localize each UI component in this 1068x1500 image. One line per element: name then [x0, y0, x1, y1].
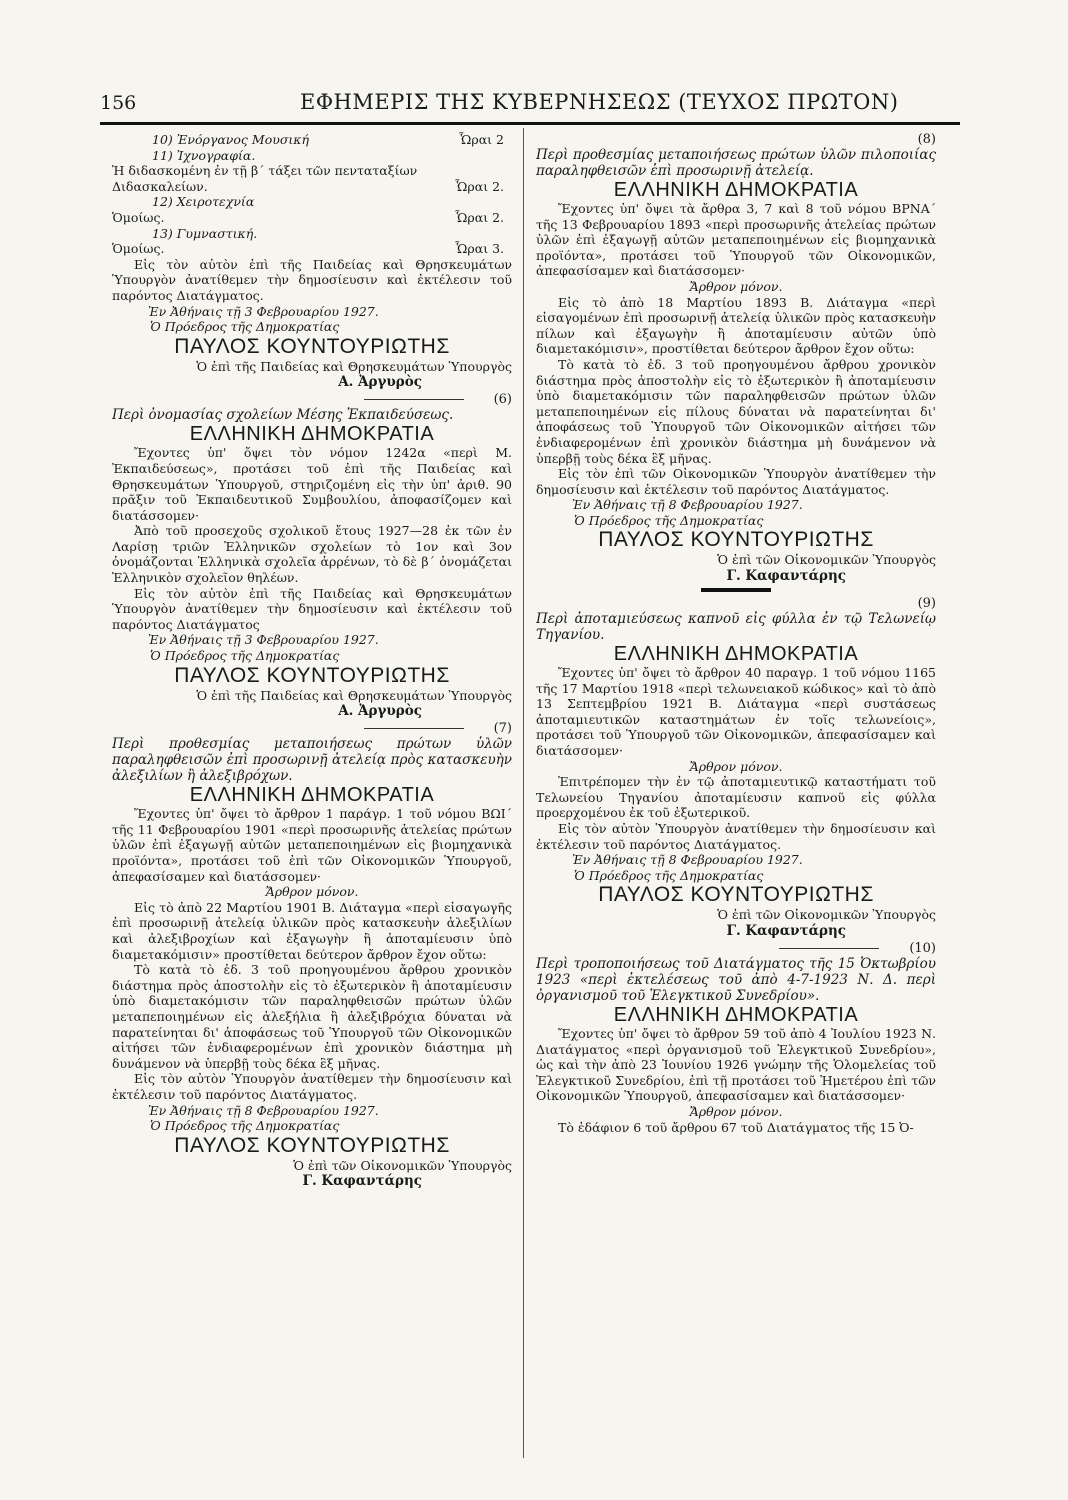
minister-title: Ὁ ἐπὶ τῆς Παιδείας καὶ Θρησκευμάτων Ὑπουργὸς: [196, 687, 512, 703]
decree-title: Περὶ προθεσμίας μεταποιήσεως πρώτων ὑλῶν πιλοποιίας παραληφθεισῶν ἐπὶ προσωρινῇ ἀτελείᾳ.: [536, 147, 936, 179]
article-heading: Ἄρθρον μόνον.: [689, 1103, 783, 1119]
schedule-row: Ἡ διδασκομένη ἐν τῇ β΄ τάξει τῶν πενταταξίων Διδασκαλείων. Ὧραι 2.: [112, 163, 504, 194]
president-title: Ὁ Πρόεδρος τῆς Δημοκρατίας: [574, 512, 764, 528]
minister-name: Α. Ἀργυρὸς: [338, 703, 422, 720]
decree-title: Περὶ ὀνομασίας σχολείων Μέσης Ἐκπαιδεύσεως.: [112, 407, 454, 424]
republic-heading: ΕΛΛΗΝΙΚΗ ΔΗΜΟΚΡΑΤΙΑ: [189, 423, 435, 446]
decree-paragraph: Τὸ κατὰ τὸ ἐδ. 3 τοῦ προηγουμένου ἄρθρου χρονικὸν διάστημα πρὸς ἀποστολὴν εἰς τὸ ἐξωτερικὸν ἢ ἀποταμίευσιν ὑπὸ διαμετακόμισιν τῶν παραληφθεισῶν πρώτων ὑλῶν μεταπεποιημένων εἰς ἀλεξήλια ἢ ἀλεξιβρόχια δύναται νὰ παρατείνηται δι' ἀποφάσεως τοῦ Ὑπουργοῦ τῶν Οἰκονομικῶν αἰτήσει τῶν ἐνδιαφερομένων ἐπὶ χρονικὸν διάστημα μὴ δυνάμενον νὰ ὑπερβῇ τοὺς δέκα ἓξ μῆνας.: [112, 962, 512, 1071]
section-rule: [701, 588, 771, 592]
decree-number: (8): [917, 132, 936, 147]
decree-paragraph: Ἔχοντες ὑπ' ὄψει τὸ ἄρθρον 59 τοῦ ἀπὸ 4 Ἰουλίου 1923 Ν. Διατάγματος «περὶ ὀργανισμοῦ τοῦ Ἐλεγκτικοῦ Συνεδρίου», ὡς καὶ τὴν ἀπὸ 23 Ἰουνίου 1926 γνώμην τῆς Ὁλομελείας τοῦ Ἐλεγκτικοῦ Συνεδρίου, ἐπὶ τῇ προτάσει τοῦ Ἡμετέρου ἐπὶ τῶν Οἰκονομικῶν Ὑπουργοῦ, ἀπεφασίσαμεν καὶ διατάσσομεν·: [536, 1025, 936, 1104]
decree-place-date: Ἐν Ἀθήναις τῇ 3 Φεβρουαρίου 1927.: [148, 303, 379, 319]
minister-title: Ὁ ἐπὶ τῆς Παιδείας καὶ Θρησκευμάτων Ὑπουργὸς: [196, 358, 512, 374]
schedule-row: 10) Ἐνόργανος Μουσική Ὧραι 2: [152, 132, 504, 147]
schedule-subject: 12) Χειροτεχνία: [152, 194, 255, 210]
running-title: ΕΦΗΜΕΡΙΣ ΤΗΣ ΚΥΒΕΡΝΗΣΕΩΣ (ΤΕΥΧΟΣ ΠΡΩΤΟΝ): [300, 90, 899, 114]
decree-place-date: Ἐν Ἀθήναις τῇ 8 Φεβρουαρίου 1927.: [572, 497, 803, 513]
decree-number: (9): [917, 596, 936, 612]
republic-heading: ΕΛΛΗΝΙΚΗ ΔΗΜΟΚΡΑΤΙΑ: [613, 179, 859, 201]
decree-paragraph: Εἰς τὸν αὐτὸν Ὑπουργὸν ἀνατίθεμεν τὴν δημοσίευσιν καὶ ἐκτέλεσιν τοῦ παρόντος Διατάγματος.: [536, 821, 936, 852]
page-number: 156: [100, 92, 137, 114]
page-header: [100, 88, 960, 125]
decree-paragraph: Εἰς τὸν αὐτὸν Ὑπουργὸν ἀνατίθεμεν τὴν δημοσίευσιν καὶ ἐκτέλεσιν τοῦ παρόντος Διατάγματος.: [112, 1071, 512, 1102]
president-name: ΠΑΥΛΟΣ ΚΟΥΝΤΟΥΡΙΩΤΗΣ: [174, 1133, 450, 1157]
decree-paragraph: Ἔχοντες ὑπ' ὄψει τὸ ἄρθρον 1 παράγρ. 1 τοῦ νόμου ΒΩΙ΄ τῆς 11 Φεβρουαρίου 1901 «περὶ προσωρινῆς ἀτελείας πρώτων ὑλῶν ἐπὶ ἐξαγωγῇ αὐτῶν μεταπεποιημένων εἰς βιομηχανικὰ προϊόντα», προτάσει τοῦ ἐπὶ τῶν Οἰκονομικῶν Ὑπουργοῦ, ἀπεφασίσαμεν καὶ διατάσσομεν·: [112, 806, 512, 884]
president-title: Ὁ Πρόεδρος τῆς Δημοκρατίας: [150, 319, 340, 335]
minister-name: Α. Ἀργυρὸς: [338, 374, 422, 391]
schedule-subject: 11) Ἰχνογραφία.: [152, 147, 256, 163]
decree-place-date: Ἐν Ἀθήναις τῇ 3 Φεβρουαρίου 1927.: [148, 632, 379, 648]
president-title: Ὁ Πρόεδρος τῆς Δημοκρατίας: [150, 648, 340, 664]
president-name: ΠΑΥΛΟΣ ΚΟΥΝΤΟΥΡΙΩΤΗΣ: [598, 883, 874, 907]
decree-number: (7): [112, 721, 512, 736]
president-name: ΠΑΥΛΟΣ ΚΟΥΝΤΟΥΡΙΩΤΗΣ: [174, 334, 450, 358]
decree-title: Περὶ προθεσμίας μεταποιήσεως πρώτων ὑλῶν παραληφθεισῶν ἐπὶ προσωρινῇ ἀτελείᾳ πρὸς κατασκευὴν ἀλεξιλίων ἢ ἀλεξιβρόχων.: [112, 736, 512, 785]
minister-name: Γ. Καφαντάρης: [726, 922, 846, 939]
decree-5-closing: [112, 257, 512, 391]
left-column: [112, 132, 512, 1191]
decree-10: [536, 941, 936, 1135]
decree-paragraph: Τὸ ἐδάφιον 6 τοῦ ἄρθρου 67 τοῦ Διατάγματος τῆς 15 Ὀ-: [558, 1119, 914, 1135]
decree-title: Περὶ τροποποιήσεως τοῦ Διατάγματος τῆς 15 Ὀκτωβρίου 1923 «περὶ ἐκτελέσεως τοῦ ἀπὸ 4-7-1923 Ν. Δ. περὶ ὀργανισμοῦ τοῦ Ἐλεγκτικοῦ Συνεδρίου».: [536, 955, 936, 1004]
minister-name: Γ. Καφαντάρης: [302, 1173, 422, 1190]
minister-title: Ὁ ἐπὶ τῶν Οἰκονομικῶν Ὑπουργὸς: [717, 552, 936, 568]
column-divider: [523, 128, 524, 1458]
article-heading: Ἄρθρον μόνον.: [689, 278, 783, 294]
decree-paragraph: Ἀπὸ τοῦ προσεχοῦς σχολικοῦ ἔτους 1927—28 ἐκ τῶν ἐν Λαρίσῃ τριῶν Ἑλληνικῶν σχολείων τὸ 1ον καὶ 3ον ὀνομάζονται Ἑλληνικὰ σχολεῖα ἀρρένων, τὸ δὲ β΄ ὀνομάζεται Ἑλληνικὸν σχολεῖον θηλέων.: [112, 523, 512, 586]
decree-paragraph: Ἔχοντες ὑπ' ὄψει τὸν νόμον 1242α «περὶ Μ. Ἐκπαιδεύσεως», προτάσει τοῦ ἐπὶ τῆς Παιδείας καὶ Θρησκευμάτων Ὑπουργοῦ, στηριζομένη εἰς τὴν ὑπ' ἀριθ. 90 πρᾶξιν τοῦ Ἐκπαιδευτικοῦ Συμβουλίου, ἀποφασίζομεν καὶ διατάσσομεν·: [112, 445, 512, 523]
republic-heading: ΕΛΛΗΝΙΚΗ ΔΗΜΟΚΡΑΤΙΑ: [189, 784, 435, 807]
article-heading: Ἄρθρον μόνον.: [265, 884, 359, 900]
republic-heading: ΕΛΛΗΝΙΚΗ ΔΗΜΟΚΡΑΤΙΑ: [613, 643, 859, 666]
decree-paragraph: Εἰς τὸ ἀπὸ 18 Μαρτίου 1893 Β. Διάταγμα «περὶ εἰσαγομένων ἐπὶ προσωρινῇ ἀτελείᾳ ὑλικῶν πρὸς κατασκευὴν πίλων καὶ ἐξαγωγὴν ἢ ἀποταμίευσιν αὐτῶν ὑπὸ διαμετακόμισιν», προστίθεται δεύτερον ἄρθρον ἔχον οὕτω:: [536, 294, 936, 357]
decree-number: (6): [112, 392, 512, 407]
decree-place-date: Ἐν Ἀθήναις τῇ 8 Φεβρουαρίου 1927.: [148, 1102, 379, 1118]
curriculum-schedule: [112, 132, 512, 257]
decree-paragraph: Εἰς τὸν ἐπὶ τῶν Οἰκονομικῶν Ὑπουργὸν ἀνατίθεμεν τὴν δημοσίευσιν καὶ ἐκτέλεσιν τοῦ παρόντος Διατάγματος.: [536, 466, 936, 497]
decree-paragraph: Τὸ κατὰ τὸ ἐδ. 3 τοῦ προηγουμένου ἄρθρου χρονικὸν διάστημα πρὸς ἀποστολὴν εἰς τὸ ἐξωτερικὸν ἢ ἀποταμίευσιν ὑπὸ διαμετακόμισιν τῶν παραληφθεισῶν πρώτων ὑλῶν μεταπεποιημένων εἰς πίλους δύναται νὰ παρατείνηται δι' ἀποφάσεως τοῦ Ὑπουργοῦ τῶν Οἰκονομικῶν αἰτήσει τῶν ἐνδιαφερομένων ἐπὶ χρονικὸν διάστημα μὴ δυνάμενον νὰ ὑπερβῇ τοὺς δέκα ἓξ μῆνας.: [536, 356, 936, 466]
decree-paragraph: Ἔχοντες ὑπ' ὄψει τὸ ἄρθρον 40 παραγρ. 1 τοῦ νόμου 1165 τῆς 17 Μαρτίου 1918 «περὶ τελωνειακοῦ κώδικος» καὶ τὸ ἀπὸ 13 Σεπτεμβρίου 1921 Β. Διάταγμα «περὶ συστάσεως ἀποταμιευτικῶν καταστημάτων ἐν τοῖς τελωνείοις», προτάσει τοῦ Ὑπουργοῦ τῶν Οἰκονομικῶν, ἀπεφασίσαμεν καὶ διατάσσομεν·: [536, 665, 936, 759]
decree-paragraph: Εἰς τὸν αὐτὸν ἐπὶ τῆς Παιδείας καὶ Θρησκευμάτων Ὑπουργὸν ἀνατίθεμεν τὴν δημοσίευσιν καὶ ἐκτέλεσιν τοῦ παρόντος Διατάγματος: [112, 585, 512, 632]
decree-8: [536, 132, 936, 592]
republic-heading: ΕΛΛΗΝΙΚΗ ΔΗΜΟΚΡΑΤΙΑ: [613, 1003, 859, 1026]
decree-9: [536, 596, 936, 939]
decree-place-date: Ἐν Ἀθήναις τῇ 8 Φεβρουαρίου 1927.: [572, 852, 803, 868]
article-heading: Ἄρθρον μόνον.: [689, 758, 783, 774]
minister-title: Ὁ ἐπὶ τῶν Οἰκονομικῶν Ὑπουργὸς: [717, 907, 936, 923]
decree-6: [112, 392, 512, 719]
president-title: Ὁ Πρόεδρος τῆς Δημοκρατίας: [150, 1118, 340, 1134]
decree-paragraph: Εἰς τὸ ἀπὸ 22 Μαρτίου 1901 Β. Διάταγμα «περὶ εἰσαγωγῆς ἐπὶ προσωρινῇ ἀτελείᾳ ὑλικῶν πρὸς κατασκευὴν ἀλεξιλίων καὶ ἀλεξιβροχίων καὶ ἐξαγωγὴν ἢ ἀποταμίευσιν ὑπὸ διαμετακόμισιν» προστίθεται δεύτερον ἄρθρον ἔχον οὕτω:: [112, 899, 512, 962]
decree-paragraph: Ἐπιτρέπομεν τὴν ἐν τῷ ἀποταμιευτικῷ καταστήματι τοῦ Τελωνείου Τηγανίου ἀποταμίευσιν καπνοῦ εἰς φύλλα προερχομένου ἐκ τοῦ ἐξωτερικοῦ.: [536, 774, 936, 821]
schedule-row: Ὁμοίως. Ὧραι 3.: [112, 241, 504, 257]
minister-name: Γ. Καφαντάρης: [726, 568, 846, 585]
schedule-subject: 13) Γυμναστική.: [152, 225, 258, 241]
decree-7: [112, 721, 512, 1189]
president-name: ΠΑΥΛΟΣ ΚΟΥΝΤΟΥΡΙΩΤΗΣ: [174, 663, 450, 687]
decree-number: (10): [536, 941, 936, 956]
decree-body: Εἰς τὸν αὐτὸν ἐπὶ τῆς Παιδείας καὶ Θρησκευμάτων Ὑπουργὸν ἀνατίθεμεν τὴν δημοσίευσιν καὶ ἐκτέλεσιν τοῦ παρόντος Διατάγματος.: [112, 256, 512, 303]
minister-title: Ὁ ἐπὶ τῶν Οἰκονομικῶν Ὑπουργὸς: [293, 1157, 512, 1173]
president-name: ΠΑΥΛΟΣ ΚΟΥΝΤΟΥΡΙΩΤΗΣ: [598, 528, 874, 552]
decree-paragraph: Ἔχοντες ὑπ' ὄψει τὰ ἄρθρα 3, 7 καὶ 8 τοῦ νόμου ΒΡΝΑ΄ τῆς 13 Φεβρουαρίου 1893 «περὶ προσωρινῆς ἀτελείας πρώτων ὑλῶν ἐπὶ ἐξαγωγῇ αὐτῶν μεταπεποιημένων εἰς βιομηχανικὰ προϊόντα», προτάσει τοῦ Ὑπουργοῦ τῶν Οἰκονομικῶν, ἀπεφασίσαμεν καὶ διατάσσομεν·: [536, 201, 936, 279]
decree-title: Περὶ ἀποταμιεύσεως καπνοῦ εἰς φύλλα ἐν τῷ Τελωνείῳ Τηγανίου.: [536, 611, 936, 644]
president-title: Ὁ Πρόεδρος τῆς Δημοκρατίας: [574, 867, 764, 883]
schedule-row: Ὁμοίως. Ὧραι 2.: [112, 209, 504, 225]
right-column: [536, 132, 936, 1135]
